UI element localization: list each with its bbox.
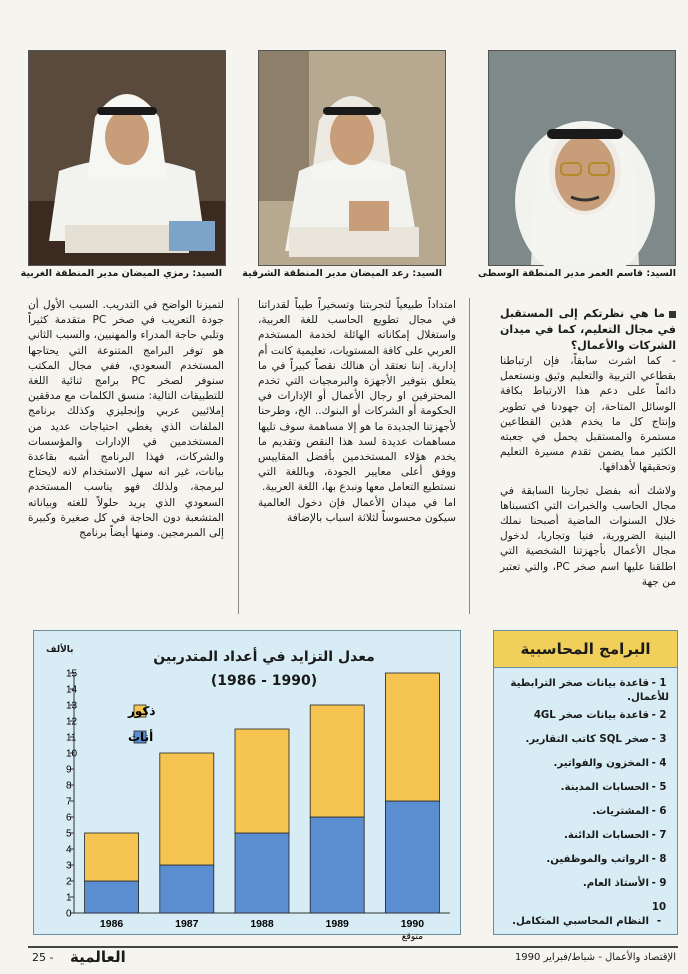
question-text: ما هي نظرتكم إلى المستقبل في مجال التعليم، كما في ميدان الشركات والأعمال؟ xyxy=(500,307,676,352)
bar-segment-male xyxy=(235,729,289,833)
paragraph: امتداداً طبيعياً لتجربتنا وتسخيراً طيباً لقدراتنا في مجال تطويع الحاسب للغة العربية، واستغلال إمكاناته الهائلة لخدمة المستخدم العربي على كافة المستويات، تعليمية كانت أم إدارية. إننا نعتقد أن هنالك نقصاً كبيراً في ما يتعلق بتوفير الأجهزة والبرمجيات التي تخدم المحترفين او رجال الأعمال أو الإدارات في الحكومة أو الشركات أو البنوك.. الخ، وطرحنا لأجهزتنا الجديدة ما هو إلا مساهمة سوف تليها مساهمات عديدة لسد هذا النقص وتقديم ما يخدم هؤلاء المستخدمين بأفضل المقاييس ووفق أعلى معايير الجودة، وباللغة التي نستطيع التعامل معها ونبدع بها، اللغة العربية. xyxy=(258,299,456,494)
x-tick-label: 1988 xyxy=(250,918,274,930)
program-number: 8 - xyxy=(651,854,667,865)
issue-line: الإقتصاد والأعمال - شباط/فبراير 1990 xyxy=(514,952,676,963)
program-label: الأستاذ العام. xyxy=(582,878,649,889)
portrait-image xyxy=(259,51,445,265)
caption-qasim: السيد: قاسم العمر مدير المنطقة الوسطى xyxy=(478,268,676,279)
legend-label: ذكور xyxy=(128,704,156,718)
column-middle xyxy=(258,298,456,614)
program-number: 2 - xyxy=(651,710,667,721)
program-label: الرواتب والموظفين. xyxy=(546,854,649,865)
program-item xyxy=(499,901,669,929)
chart-subtitle: (1986 - 1990) xyxy=(210,673,318,689)
y-tick-label: 14 xyxy=(66,684,78,696)
paragraph: لتميزنا الواضح في التدريب. السبب الأول أن جودة التعريب في صخر PC متقدمة كثيراً وتلبي حاجة المدراء والمهنيين، والسبب الثاني هو توفر البرامج المتنوعة التي يحتاجها المستخدم السعودي، ففي مجال المكتب سنوفر لصخر PC برامج ثنائية اللغة للتطبيقات التالية: منسق الكلمات مع مدققين إملائيين عربي وإنجليزي وكذلك برنامج الملفات الذي يغطي احتياجات عديد من المستخدمين في الإدارات والمؤسسات والشركات، فهذا البرنامج أشبه بقاعدة بيانات، غير انه سهل الاستخدام لانه لايحتاج لبرمجة، ولذلك فهو يناسب المستخدم السعودي الذي يريد حلولاً للغته وبياناته المتشعبة دون الحاجة في كل صغيرة وكبيرة إلى المبرمجين. ومنها أيضاً برنامج xyxy=(28,299,224,540)
y-tick-label: 11 xyxy=(66,732,77,744)
program-item xyxy=(499,805,669,819)
program-item xyxy=(499,709,669,723)
program-item xyxy=(499,829,669,843)
program-number: 5 - xyxy=(651,782,667,793)
y-tick-label: 10 xyxy=(66,748,78,760)
paragraph: - كما اشرت سابقاً، فإن ارتباطنا بقطاعي التربية والتعليم وثيق ونستعمل دائماً على دعم هذا الارتباط بكافة الوسائل المتاحة، إن جهودنا في تطوير وإنتاج كل ما يخدم هذين القطاعين مستمرة والمستقبل يحمل في جعبته الكثير مما يضمن تقدم مسيرة التعليم وتحقيقها لأهدافها. xyxy=(500,355,676,474)
bar-segment-male xyxy=(160,753,214,865)
caption-raad: السيد: رعد الميضان مدير المنطقة الشرقية xyxy=(242,268,442,279)
program-label: صخر SQL كاتب التقارير. xyxy=(525,734,649,745)
y-tick-label: 9 xyxy=(66,764,72,776)
bullet-icon xyxy=(669,311,676,318)
column-left xyxy=(28,298,224,614)
x-tick-note: متوقع xyxy=(401,932,424,942)
column-divider xyxy=(469,298,470,614)
column-divider xyxy=(238,298,239,614)
bar-segment-male xyxy=(310,705,364,817)
program-number: 6 - xyxy=(651,806,667,817)
program-label: النظام المحاسبي المتكامل. xyxy=(512,916,649,927)
program-number: 7 - xyxy=(651,830,667,841)
program-item xyxy=(499,781,669,795)
brand-name: العالمية xyxy=(70,948,126,966)
program-number: 9 - xyxy=(651,878,667,889)
program-label: المخزون والفواتير. xyxy=(553,758,649,769)
program-label: قاعدة بيانات صخر الترابطية للأعمال. xyxy=(510,678,669,703)
y-axis-unit: بالألف xyxy=(46,645,74,655)
bar-segment-female xyxy=(85,881,139,913)
paragraph: اما في ميدان الأعمال فإن دخول العالمية سيكون محسوساً لثلاثة اسباب بالإضافة xyxy=(258,496,456,524)
bar-segment-female xyxy=(160,865,214,913)
program-label: الحسابات الدائنة. xyxy=(563,830,649,841)
y-tick-label: 15 xyxy=(66,668,78,680)
program-number: 1 - xyxy=(651,678,667,689)
paragraph: ولاشك أنه بفضل تجاربنا السابقة في مجال الحاسب والخبرات التي اكتسبناها خلال السنوات الماضية أصبحنا نملك البنية الضرورية، فنيا وتجاريا، لدخول مجال الأعمال بأجهزتنا الشخصية التي اطلقنا عليها اسم صخر PC، والتي تعتبر من جهة xyxy=(500,484,676,588)
program-item xyxy=(499,677,669,705)
program-item xyxy=(499,877,669,891)
bar-segment-male xyxy=(85,833,139,881)
photo-qasim xyxy=(488,50,676,266)
bar-chart xyxy=(34,631,460,942)
programs-title: البرامج المحاسبية xyxy=(494,631,677,668)
portrait-image xyxy=(489,51,675,265)
program-item xyxy=(499,757,669,771)
column-right xyxy=(500,306,676,614)
y-tick-label: 0 xyxy=(66,908,72,920)
portrait-image xyxy=(29,51,225,265)
y-tick-label: 1 xyxy=(66,892,72,904)
y-tick-label: 8 xyxy=(66,780,72,792)
interview-question xyxy=(500,306,676,354)
y-tick-label: 4 xyxy=(66,844,72,856)
bar-segment-female xyxy=(310,817,364,913)
y-tick-label: 6 xyxy=(66,812,72,824)
y-tick-label: 5 xyxy=(66,828,72,840)
photo-ramzi xyxy=(28,50,226,266)
chart-title: معدل التزايد في أعداد المتدربين xyxy=(153,649,375,665)
y-tick-label: 2 xyxy=(66,876,72,888)
accounting-programs-panel xyxy=(493,630,678,935)
photo-raad xyxy=(258,50,446,266)
y-tick-label: 12 xyxy=(66,716,78,728)
x-tick-label: 1986 xyxy=(99,918,124,930)
x-tick-label: 1990 xyxy=(400,918,425,930)
bar-segment-female xyxy=(235,833,289,913)
program-label: المشتريات. xyxy=(592,806,649,817)
program-number: 3 - xyxy=(651,734,667,745)
program-number: 10 - xyxy=(651,902,667,927)
x-tick-label: 1987 xyxy=(175,918,199,930)
caption-ramzi: السيد: رمزي الميضان مدير المنطقة الغربية xyxy=(20,268,222,279)
y-tick-label: 3 xyxy=(66,860,72,872)
program-label: الحسابات المدينة. xyxy=(560,782,649,793)
bar-segment-female xyxy=(385,801,439,913)
bar-segment-male xyxy=(385,673,439,801)
chart-panel xyxy=(33,630,461,942)
y-tick-label: 7 xyxy=(66,796,72,808)
program-number: 4 - xyxy=(651,758,667,769)
footer xyxy=(0,946,688,974)
program-item xyxy=(499,733,669,747)
page-number: 25 - xyxy=(32,951,54,964)
legend-label: أناث xyxy=(128,730,154,744)
program-item xyxy=(499,853,669,867)
x-tick-label: 1989 xyxy=(325,918,349,930)
y-tick-label: 13 xyxy=(66,700,78,712)
program-label: قاعدة بيانات صخر 4GL xyxy=(533,710,649,721)
